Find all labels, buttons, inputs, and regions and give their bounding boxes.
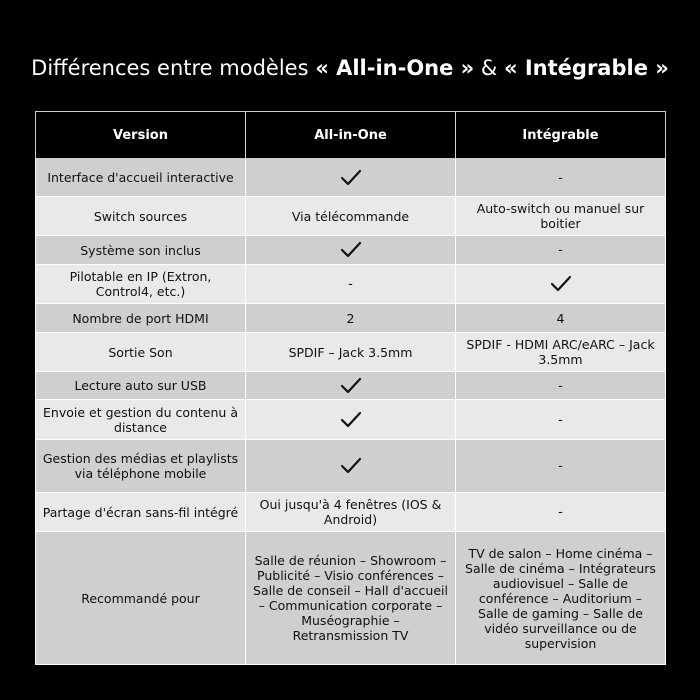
table-row [36,333,666,372]
table-row [36,372,666,400]
integrable-cell [456,440,666,493]
dash-value: - [558,378,563,394]
integrable-cell [456,304,666,333]
table-row [36,236,666,265]
integrable-cell [456,265,666,304]
integrable-cell [456,333,666,372]
table-row [36,159,666,197]
feature-cell: Recommandé pour [36,532,246,665]
dash-value: - [348,277,353,292]
title-model-b: « Intégrable » [503,56,669,80]
integrable-cell [456,197,666,236]
feature-cell: Gestion des médias et playlists via téléphone mobile [36,440,246,493]
dash-value: - [558,459,563,474]
table-row [36,265,666,304]
all-in-one-cell [246,493,456,532]
feature-cell: Lecture auto sur USB [36,372,246,400]
feature-cell: Nombre de port HDMI [36,304,246,333]
feature-cell: Envoie et gestion du contenu à distance [36,400,246,440]
checkmark-icon [340,242,362,257]
dash-value: - [558,170,563,186]
table-row [36,532,666,665]
title-model-a: « All-in-One » [315,56,475,80]
cell-value: Auto-switch ou manuel sur boitier [476,201,645,231]
integrable-cell [456,493,666,532]
title-prefix: Différences entre modèles [31,56,316,80]
all-in-one-cell [246,197,456,236]
page-title [0,53,700,83]
cell-value: Via télécommande [291,208,410,224]
feature-cell: Sortie Son [36,333,246,372]
all-in-one-cell [246,304,456,333]
checkmark-icon [340,169,362,184]
title-middle: & [474,56,504,80]
checkmark-icon [340,377,362,392]
cell-value: 2 [346,310,355,326]
table-row [36,493,666,532]
feature-cell: Partage d'écran sans-fil intégré [36,493,246,532]
header-integrable: Intégrable [456,112,666,159]
all-in-one-cell [246,333,456,372]
integrable-cell [456,532,666,665]
dash-value: - [558,412,563,428]
all-in-one-cell [246,440,456,493]
header-all-in-one: All-in-One [246,112,456,159]
integrable-cell [456,159,666,197]
dash-value: - [558,243,563,258]
comparison-table [35,111,666,665]
cell-value: TV de salon – Home cinéma – Salle de cinéma – Intégrateurs audiovisuel – Salle de conférence – Auditorium – Salle de gaming – Salle de vidéo surveillance ou de supervision [465,545,656,651]
header-row [36,112,666,159]
feature-cell: Pilotable en IP (Extron, Control4, etc.) [36,265,246,304]
feature-cell: Interface d'accueil interactive [36,159,246,197]
feature-cell: Système son inclus [36,236,246,265]
cell-value: SPDIF – Jack 3.5mm [288,344,413,360]
table-header [36,112,666,159]
integrable-cell [456,372,666,400]
header-version: Version [36,112,246,159]
all-in-one-cell [246,372,456,400]
table-row [36,400,666,440]
cell-value: Salle de réunion – Showroom – Publicité – Visio conférences – Salle de conseil – Hall d'accueil – Communication corporate – Muséographie – Retransmission TV [253,553,448,643]
dash-value: - [558,505,563,520]
integrable-cell [456,400,666,440]
cell-value: Oui jusqu'à 4 fenêtres (IOS & Android) [259,497,442,527]
integrable-cell [456,236,666,265]
all-in-one-cell [246,400,456,440]
all-in-one-cell [246,532,456,665]
all-in-one-cell [246,236,456,265]
feature-cell: Switch sources [36,197,246,236]
cell-value: 4 [556,310,565,326]
table-row [36,440,666,493]
all-in-one-cell [246,265,456,304]
all-in-one-cell [246,159,456,197]
checkmark-icon [340,458,362,473]
table-row [36,197,666,236]
table-body [36,159,666,665]
table-row [36,304,666,333]
checkmark-icon [340,411,362,426]
checkmark-icon [550,276,572,291]
cell-value: SPDIF - HDMI ARC/eARC – Jack 3.5mm [466,337,655,367]
